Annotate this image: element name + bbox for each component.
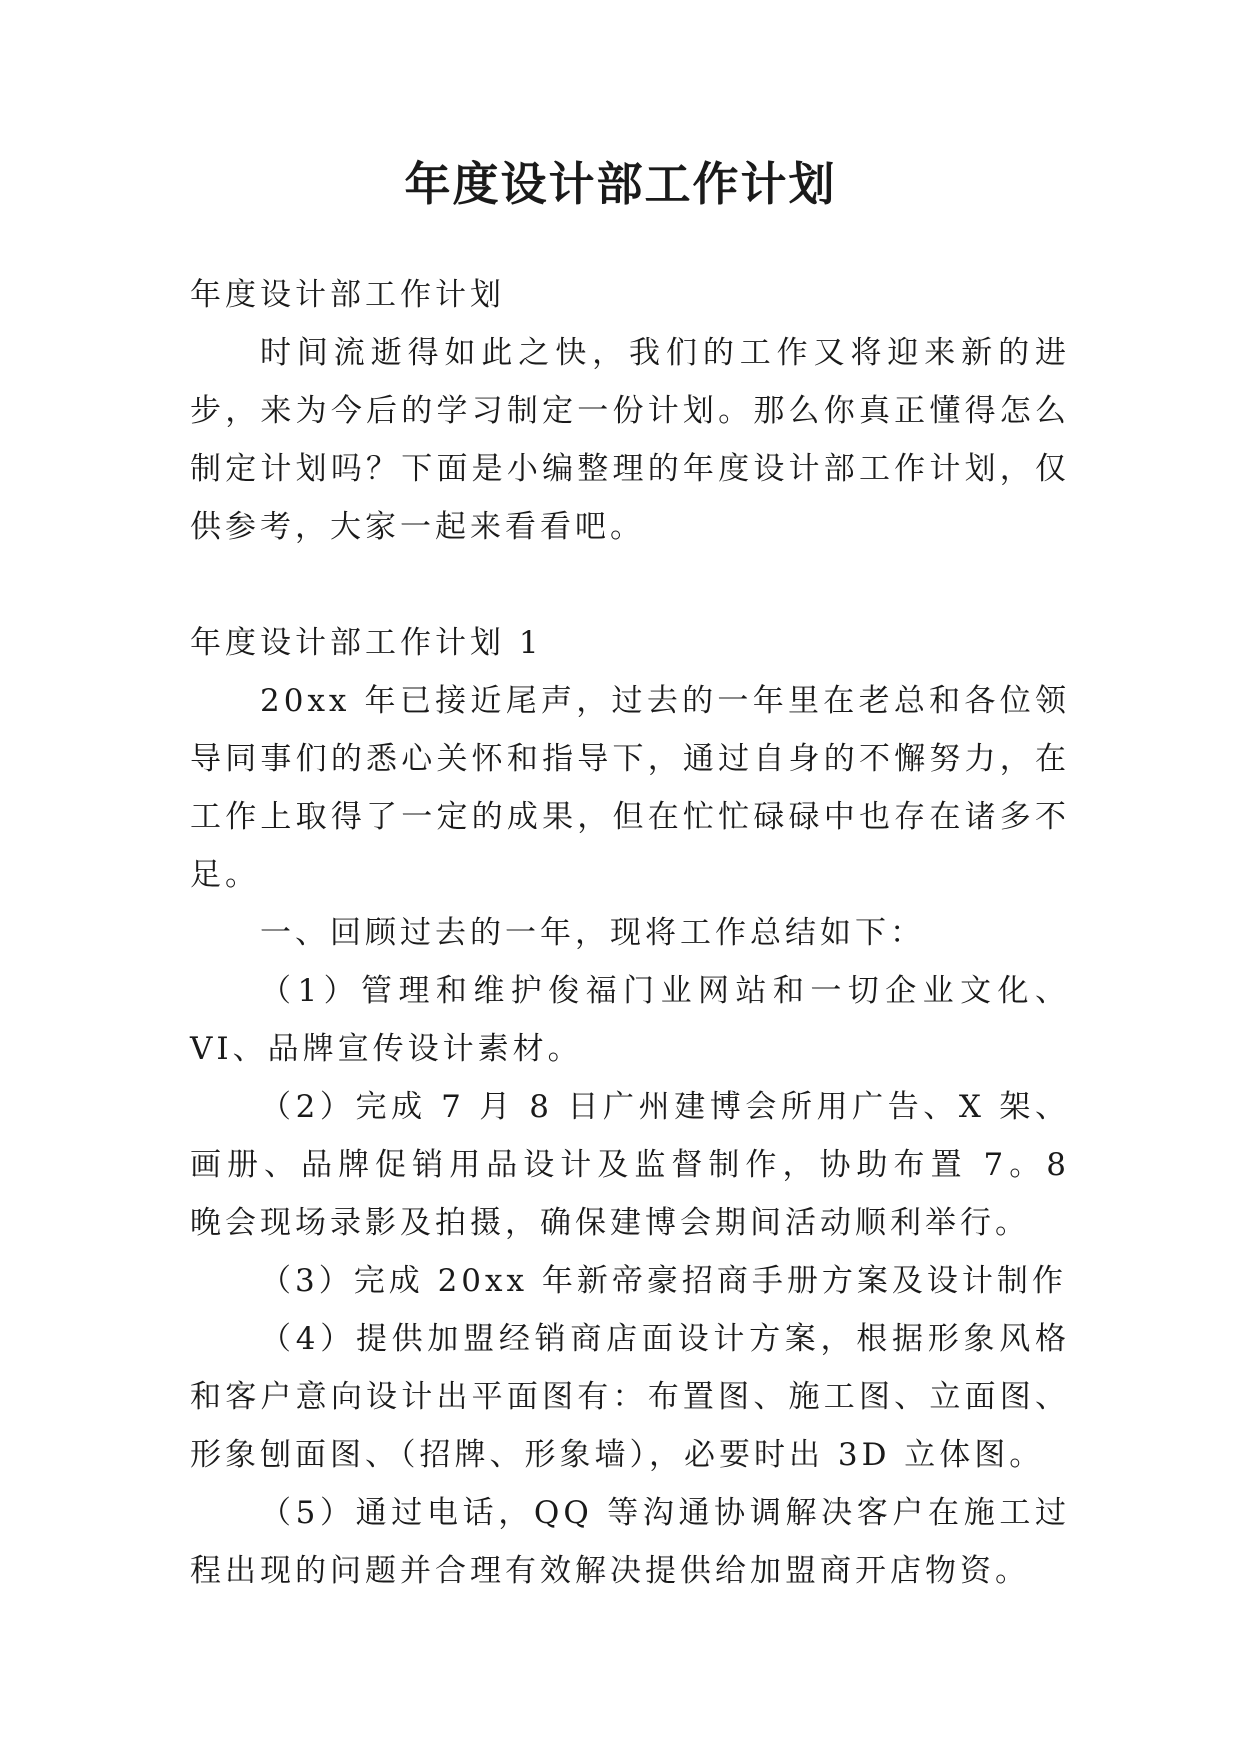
list-item: （5）通过电话，QQ 等沟通协调解决客户在施工过程出现的问题并合理有效解决提供给加盟商开店物资。	[190, 1495, 1070, 1589]
section-paragraph: 20xx 年已接近尾声，过去的一年里在老总和各位领导同事们的悉心关怀和指导下，通过自身的不懈努力，在工作上取得了一定的成果，但在忙忙碌碌中也存在诸多不足。	[190, 683, 1070, 893]
intro-heading: 年度设计部工作计划	[190, 277, 505, 313]
list-item: （4）提供加盟经销商店面设计方案，根据形象风格和客户意向设计出平面图有：布置图、施工图、立面图、形象刨面图、（招牌、形象墙），必要时出 3D 立体图。	[190, 1321, 1070, 1473]
document-title: 年度设计部工作计划	[404, 157, 837, 211]
section-heading: 年度设计部工作计划 1	[190, 625, 543, 661]
review-heading: 一、回顾过去的一年，现将工作总结如下：	[260, 915, 925, 951]
intro-paragraph: 时间流逝得如此之快，我们的工作又将迎来新的进步，来为今后的学习制定一份计划。那么你真正懂得怎么制定计划吗？下面是小编整理的年度设计部工作计划，仅供参考，大家一起来看看吧。	[190, 335, 1070, 545]
list-item: （1）管理和维护俊福门业网站和一切企业文化、VI、品牌宣传设计素材。	[190, 973, 1070, 1067]
paragraph-gap	[190, 556, 1070, 614]
list-item: （2）完成 7 月 8 日广州建博会所用广告、X 架、画册、品牌促销用品设计及监督制作，协助布置 7。8 晚会现场录影及拍摄，确保建博会期间活动顺利举行。	[190, 1089, 1070, 1241]
document-body	[190, 266, 1070, 1600]
list-item: （3）完成 20xx 年新帝豪招商手册方案及设计制作	[260, 1263, 1067, 1299]
